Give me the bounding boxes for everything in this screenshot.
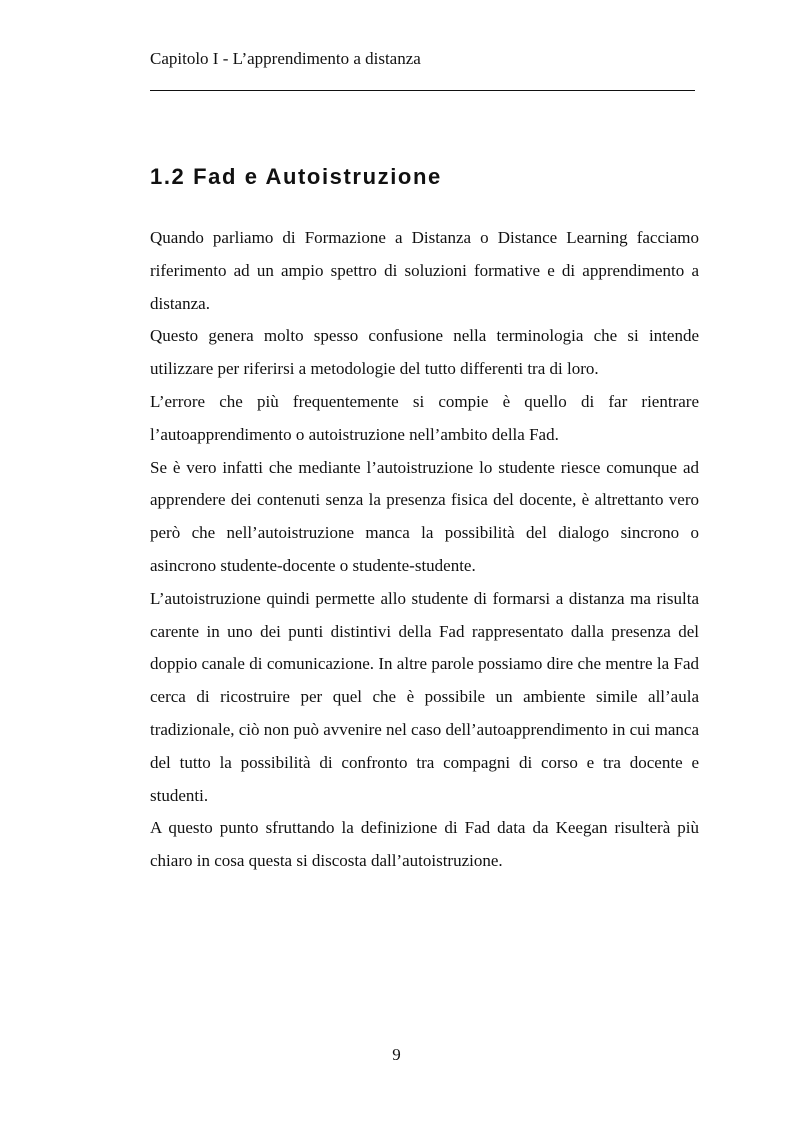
paragraph: Quando parliamo di Formazione a Distanza o Distance Learning facciamo riferimento ad un ampio spettro di soluzioni formative e di apprendimento a distanza. [150, 228, 699, 313]
paragraph: A questo punto sfruttando la definizione di Fad data da Keegan risulterà più chiaro in cosa questa si discosta dall’autoistruzione. [150, 818, 699, 871]
page-number: 9 [392, 1045, 401, 1064]
running-header: Capitolo I - L’apprendimento a distanza [150, 49, 421, 68]
paragraph: Se è vero infatti che mediante l’autoistruzione lo studente riesce comunque ad apprendere dei contenuti senza la presenza fisica del docente, è altrettanto vero però che nell’autoistruzione manca la possibilità del dialogo sincrono o asincrono studente-docente o studente-studente. [150, 457, 699, 575]
header-rule [150, 90, 695, 91]
paragraph: L’errore che più frequentemente si compie è quello di far rientrare l’autoapprendimento o autoistruzione nell’ambito della Fad. [150, 391, 699, 444]
section-title: 1.2 Fad e Autoistruzione [150, 164, 442, 189]
body-text [150, 222, 699, 878]
paragraph: Questo genera molto spesso confusione nella terminologia che si intende utilizzare per riferirsi a metodologie del tutto differenti tra di loro. [150, 326, 699, 379]
paragraph: L’autoistruzione quindi permette allo studente di formarsi a distanza ma risulta carente in uno dei punti distintivi della Fad rappresentato dalla presenza del doppio canale di comunicazione. In altre parole possiamo dire che mentre la Fad cerca di ricostruire per quel che è possibile un ambiente simile all’aula tradizionale, ciò non può avvenire nel caso dell’autoapprendimento in cui manca del tutto la possibilità di confronto tra compagni di corso e tra docente e studenti. [150, 588, 699, 805]
